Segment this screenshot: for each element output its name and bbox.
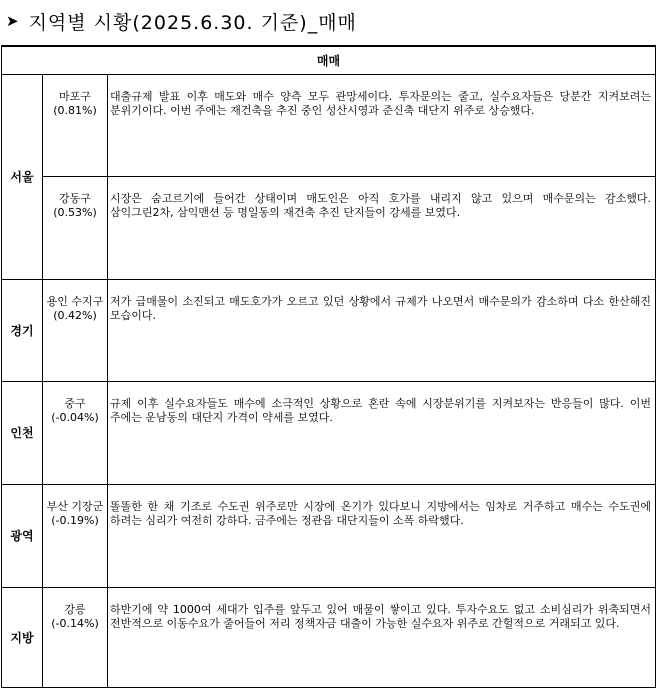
report-title-text: 지역별 시황(2025.6.30. 기준)_매매 (28, 11, 357, 34)
area-rate: (-0.19%) (51, 514, 99, 527)
area-cell (43, 382, 108, 485)
area-name: 용인 수지구 (46, 295, 104, 308)
area-name: 마포구 (59, 90, 91, 103)
table-header: 매매 (2, 46, 656, 75)
arrow-right-icon: ➤ (6, 11, 19, 30)
region-provinces: 지방 (2, 588, 43, 688)
table-row (2, 382, 656, 485)
area-description: 대출규제 발표 이후 매도와 매수 양측 모두 관망세이다. 투자문의는 줄고, 실수요자들은 당분간 지켜보려는 분위기이다. 이번 주에는 재건축을 추진 중인 성산시영과 준신축 대단지 위주로 상승했다. (108, 75, 656, 177)
region-incheon: 인천 (2, 382, 43, 485)
area-description: 똘똘한 한 채 기조로 수도권 위주로만 시장에 온기가 있다보니 지방에서는 임차로 거주하고 매수는 수도권에 하려는 심리가 여전히 강하다. 금주에는 정관읍 대단지들이 소폭 하락했다. (108, 485, 656, 588)
area-cell (43, 280, 108, 382)
area-cell (43, 485, 108, 588)
table-row (2, 75, 656, 177)
area-description: 하반기에 약 1000여 세대가 입주를 앞두고 있어 매물이 쌓이고 있다. 투자수요도 없고 소비심리가 위축되면서 전반적으로 이동수요가 줄어들어 저리 정책자금 대출이 가능한 실수요자 위주로 간헐적으로 거래되고 있다. (108, 588, 656, 688)
area-rate: (0.81%) (53, 104, 97, 117)
area-cell (43, 75, 108, 177)
table-row (2, 588, 656, 688)
report-title (6, 8, 357, 34)
area-rate: (0.53%) (53, 206, 97, 219)
area-description: 규제 이후 실수요자들도 매수에 소극적인 상황으로 혼란 속에 시장분위기를 지켜보자는 반응들이 많다. 이번 주에는 운남동의 대단지 가격이 약세를 보였다. (108, 382, 656, 485)
area-name: 강릉 (64, 603, 86, 616)
area-rate: (0.42%) (53, 309, 97, 322)
area-rate: (-0.04%) (51, 411, 99, 424)
area-cell (43, 177, 108, 280)
area-rate: (-0.14%) (51, 617, 99, 630)
market-table (1, 45, 656, 688)
table-row (2, 485, 656, 588)
region-seoul: 서울 (2, 75, 43, 280)
area-name: 부산 기장군 (46, 500, 104, 513)
region-gyeonggi: 경기 (2, 280, 43, 382)
table-row (2, 177, 656, 280)
region-metro: 광역 (2, 485, 43, 588)
area-description: 시장은 숨고르기에 들어간 상태이며 매도인은 아직 호가를 내리지 않고 있으며 매수문의는 감소했다. 삼익그린2차, 삼익맨션 등 명일동의 재건축 추진 단지들이 강세를 보였다. (108, 177, 656, 280)
area-cell (43, 588, 108, 688)
area-name: 중구 (64, 397, 86, 410)
area-description: 저가 급매물이 소진되고 매도호가가 오르고 있던 상황에서 규제가 나오면서 매수문의가 감소하며 다소 한산해진 모습이다. (108, 280, 656, 382)
area-name: 강동구 (59, 192, 91, 205)
table-row (2, 280, 656, 382)
